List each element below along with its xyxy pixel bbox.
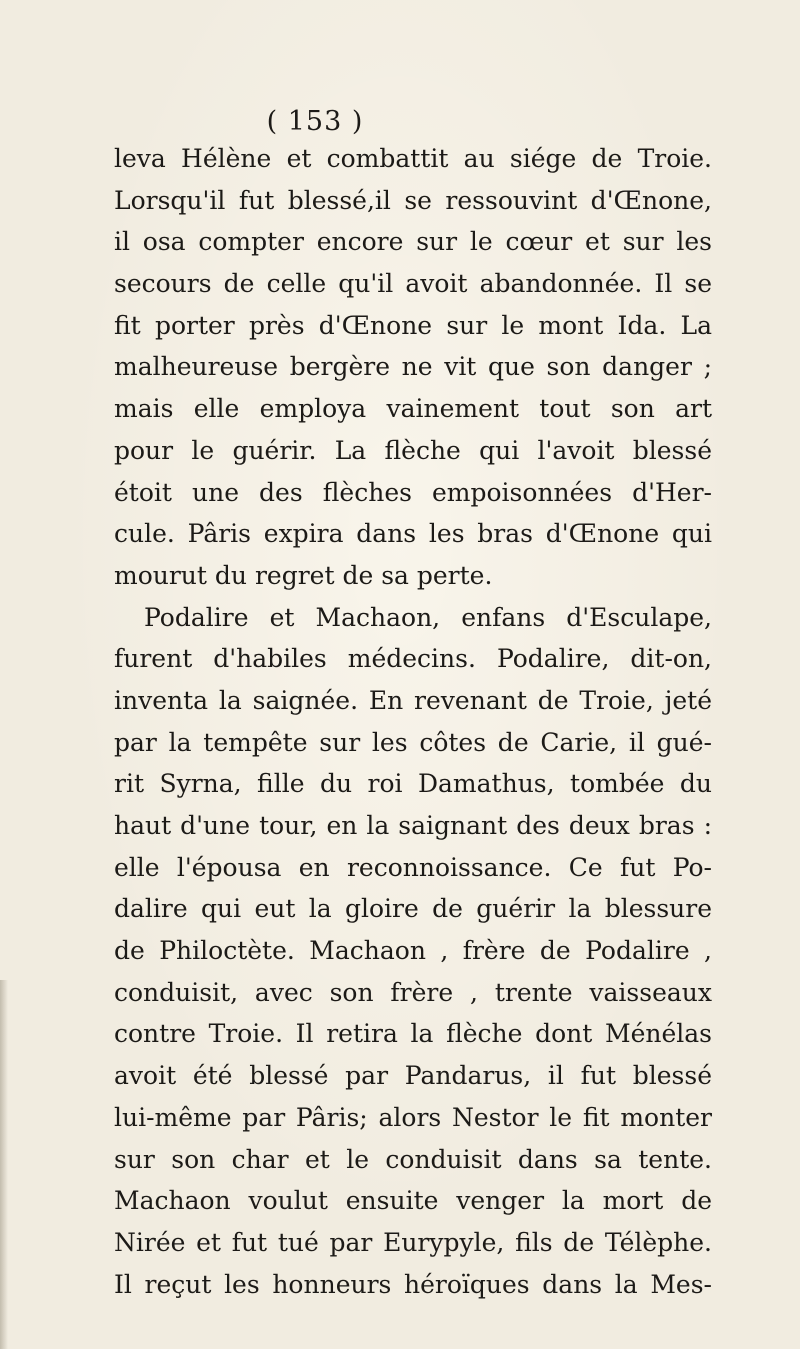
text-line: cule. Pâris expira dans les bras d'Œnone qui xyxy=(114,519,712,549)
text-line: elle l'épousa en reconnoissance. Ce fut Po- xyxy=(114,852,712,882)
text-line: furent d'habiles médecins. Podalire, dit-on, xyxy=(114,644,712,674)
scan-edge-shadow xyxy=(0,980,8,1349)
text-line: secours de celle qu'il avoit abandonnée. Il se xyxy=(114,269,712,299)
text-line: Nirée et fut tué par Eurypyle, fils de Télèphe. xyxy=(114,1227,712,1257)
page-number: ( 153 ) xyxy=(266,106,364,137)
text-line: Il reçut les honneurs héroïques dans la Mes- xyxy=(114,1269,712,1299)
text-line: conduisit, avec son frère , trente vaisseaux xyxy=(114,977,712,1007)
text-line: lui-même par Pâris; alors Nestor le fit monter xyxy=(114,1102,712,1132)
text-line: pour le guérir. La flèche qui l'avoit blessé xyxy=(114,435,712,465)
text-line: de Philoctète. Machaon , frère de Podalire , xyxy=(114,936,712,966)
text-line: malheureuse bergère ne vit que son danger ; xyxy=(114,352,712,382)
paragraph-first-line: Podalire et Machaon, enfans d'Esculape, xyxy=(144,602,712,632)
text-line: il osa compter encore sur le cœur et sur les xyxy=(114,227,712,257)
text-line: inventa la saignée. En revenant de Troie, jeté xyxy=(114,685,712,715)
text-line: étoit une des flèches empoisonnées d'Her- xyxy=(114,477,712,507)
text-line: mais elle employa vainement tout son art xyxy=(114,394,712,424)
text-line: contre Troie. Il retira la flèche dont Ménélas xyxy=(114,1019,712,1049)
body-text xyxy=(114,138,712,1305)
text-line: rit Syrna, fille du roi Damathus, tombée du xyxy=(114,769,712,799)
text-line: avoit été blessé par Pandarus, il fut blessé xyxy=(114,1061,712,1091)
text-line: leva Hélène et combattit au siége de Troie. xyxy=(114,144,712,173)
text-line: dalire qui eut la gloire de guérir la blessure xyxy=(114,894,712,924)
text-line: par la tempête sur les côtes de Carie, il gué- xyxy=(114,727,712,757)
text-line: Lorsqu'il fut blessé,il se ressouvint d'Œnone, xyxy=(114,185,712,215)
text-line: Machaon voulut ensuite venger la mort de xyxy=(114,1186,712,1216)
text-line: mourut du regret de sa perte. xyxy=(114,560,493,590)
text-line: haut d'une tour, en la saignant des deux bras : xyxy=(114,811,712,840)
text-line: fit porter près d'Œnone sur le mont Ida. La xyxy=(114,310,712,340)
text-line: sur son char et le conduisit dans sa tente. xyxy=(114,1144,712,1174)
